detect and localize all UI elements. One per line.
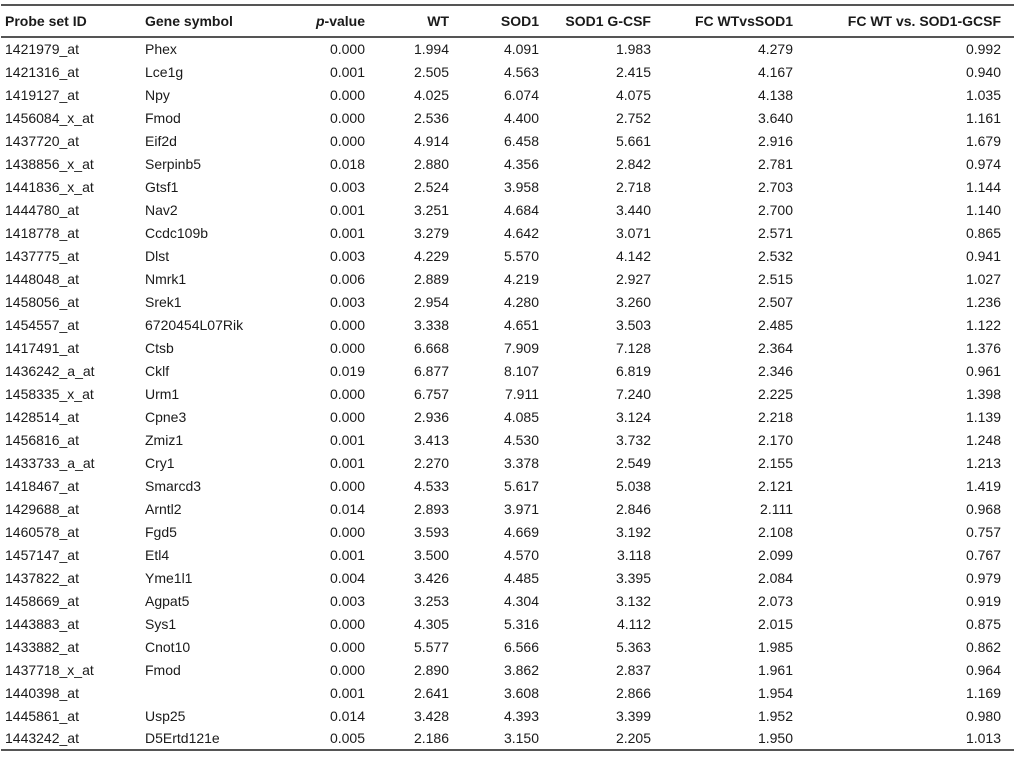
fc-wt-vs-sod1-gcsf-cell: 1.248 (965, 431, 1001, 448)
fc-wt-vs-sod1-gcsf-cell: 1.236 (965, 293, 1001, 310)
fc-wt-vs-sod1-cell: 2.364 (757, 339, 793, 356)
sod1-cell: 5.570 (503, 247, 539, 264)
table-row (1, 290, 1014, 313)
sod1-cell: 6.458 (503, 132, 539, 149)
gene-symbol-cell: Smarcd3 (145, 477, 202, 494)
fc-wt-vs-sod1-cell: 2.099 (757, 546, 793, 563)
table-row (1, 221, 1014, 244)
table-row (1, 474, 1014, 497)
probe-set-id-cell: 1418467_at (5, 477, 79, 494)
table-row (1, 359, 1014, 382)
p-value-cell: 0.000 (329, 316, 365, 333)
gene-symbol-cell: Ccdc109b (145, 224, 209, 241)
p-value-cell: 0.000 (329, 385, 365, 402)
gene-symbol-cell: Dlst (145, 247, 170, 264)
fc-wt-vs-sod1-cell: 1.952 (757, 707, 793, 724)
sod1-cell: 5.316 (503, 615, 539, 632)
wt-cell: 2.536 (413, 109, 449, 126)
gene-symbol-cell: Arntl2 (145, 500, 182, 517)
table-body (1, 37, 1014, 750)
header-fc-wt-vs-sod1-gcsf: FC WT vs. SOD1-GCSF (793, 5, 1014, 37)
wt-cell: 3.500 (413, 546, 449, 563)
fc-wt-vs-sod1-gcsf-cell: 0.862 (965, 638, 1001, 655)
table-row (1, 244, 1014, 267)
fc-wt-vs-sod1-cell: 2.170 (757, 431, 793, 448)
fc-wt-vs-sod1-gcsf-cell: 1.161 (965, 109, 1001, 126)
p-value-cell: 0.001 (329, 431, 365, 448)
fc-wt-vs-sod1-gcsf-cell: 0.757 (965, 523, 1001, 540)
probe-set-id-cell: 1428514_at (5, 408, 79, 425)
sod1-cell: 5.617 (503, 477, 539, 494)
p-value-cell: 0.004 (329, 569, 365, 586)
sod1-gcsf-cell: 3.260 (615, 293, 651, 310)
p-value-cell: 0.003 (329, 247, 365, 264)
p-value-cell: 0.000 (329, 109, 365, 126)
fc-wt-vs-sod1-cell: 4.167 (757, 63, 793, 80)
wt-cell: 3.279 (413, 224, 449, 241)
fc-wt-vs-sod1-gcsf-cell: 0.964 (965, 661, 1001, 678)
gene-symbol-cell: Ctsb (145, 339, 174, 356)
wt-cell: 4.025 (413, 86, 449, 103)
probe-set-id-cell: 1417491_at (5, 339, 79, 356)
probe-set-id-cell: 1436242_a_at (5, 362, 95, 379)
table-row (1, 382, 1014, 405)
sod1-gcsf-cell: 3.399 (615, 707, 651, 724)
sod1-cell: 4.570 (503, 546, 539, 563)
p-value-cell: 0.000 (329, 638, 365, 655)
wt-cell: 1.994 (413, 41, 449, 57)
wt-cell: 3.338 (413, 316, 449, 333)
p-value-cell: 0.000 (329, 477, 365, 494)
wt-cell: 2.889 (413, 270, 449, 287)
gene-symbol-cell: Fmod (145, 661, 181, 678)
wt-cell: 3.593 (413, 523, 449, 540)
fc-wt-vs-sod1-gcsf-cell: 0.941 (965, 247, 1001, 264)
fc-wt-vs-sod1-cell: 2.515 (757, 270, 793, 287)
fc-wt-vs-sod1-gcsf-cell: 0.940 (965, 63, 1001, 80)
probe-set-id-cell: 1456816_at (5, 431, 79, 448)
fc-wt-vs-sod1-gcsf-cell: 1.139 (965, 408, 1001, 425)
sod1-cell: 4.642 (503, 224, 539, 241)
fc-wt-vs-sod1-gcsf-cell: 1.027 (965, 270, 1001, 287)
sod1-cell: 4.563 (503, 63, 539, 80)
fc-wt-vs-sod1-cell: 2.121 (757, 477, 793, 494)
gene-symbol-cell: Usp25 (145, 707, 186, 724)
sod1-gcsf-cell: 3.132 (615, 592, 651, 609)
table-row (1, 497, 1014, 520)
wt-cell: 4.229 (413, 247, 449, 264)
gene-symbol-cell: Lce1g (145, 63, 184, 80)
sod1-gcsf-cell: 3.732 (615, 431, 651, 448)
sod1-cell: 4.085 (503, 408, 539, 425)
sod1-gcsf-cell: 3.124 (615, 408, 651, 425)
sod1-cell: 3.150 (449, 727, 539, 750)
p-value-cell: 0.014 (329, 500, 365, 517)
table-row (1, 428, 1014, 451)
probe-set-id-cell: 1458335_x_at (5, 385, 94, 402)
fc-wt-vs-sod1-cell: 2.507 (757, 293, 793, 310)
table-row (1, 704, 1014, 727)
fc-wt-vs-sod1-cell: 2.073 (757, 592, 793, 609)
fc-wt-vs-sod1-cell: 2.703 (757, 178, 793, 195)
gene-symbol-cell: Cklf (145, 362, 170, 379)
table-row (1, 589, 1014, 612)
sod1-gcsf-cell: 7.240 (615, 385, 651, 402)
wt-cell: 2.890 (413, 661, 449, 678)
table-row (1, 336, 1014, 359)
wt-cell: 4.305 (413, 615, 449, 632)
gene-symbol-cell: Eif2d (145, 132, 177, 149)
fc-wt-vs-sod1-cell: 1.950 (651, 727, 793, 750)
probe-set-id-cell: 1440398_at (5, 684, 79, 701)
table-row (1, 152, 1014, 175)
wt-cell: 3.253 (413, 592, 449, 609)
probe-set-id-cell: 1433733_a_at (5, 454, 95, 471)
table-row (1, 198, 1014, 221)
fc-wt-vs-sod1-cell: 2.155 (757, 454, 793, 471)
table-row (1, 727, 1014, 750)
sod1-gcsf-cell: 2.752 (615, 109, 651, 126)
fc-wt-vs-sod1-gcsf-cell: 0.992 (965, 41, 1001, 57)
fc-wt-vs-sod1-gcsf-cell: 0.980 (965, 707, 1001, 724)
sod1-cell: 4.393 (503, 707, 539, 724)
p-value-cell: 0.001 (329, 546, 365, 563)
wt-cell: 2.936 (413, 408, 449, 425)
header-p-value (285, 5, 365, 37)
fc-wt-vs-sod1-cell: 2.218 (757, 408, 793, 425)
probe-set-id-cell: 1454557_at (5, 316, 79, 333)
sod1-gcsf-cell: 1.983 (615, 41, 651, 57)
gene-symbol-cell: D5Ertd121e (141, 727, 285, 750)
wt-cell: 2.270 (413, 454, 449, 471)
p-value-cell: 0.014 (329, 707, 365, 724)
sod1-cell: 4.651 (503, 316, 539, 333)
probe-set-id-cell: 1429688_at (5, 500, 79, 517)
gene-symbol-cell: Fmod (145, 109, 181, 126)
fc-wt-vs-sod1-cell: 1.985 (757, 638, 793, 655)
wt-cell: 6.668 (413, 339, 449, 356)
sod1-gcsf-cell: 4.112 (617, 615, 651, 632)
p-value-cell: 0.000 (329, 661, 365, 678)
p-value-cell: 0.000 (329, 86, 365, 103)
fc-wt-vs-sod1-gcsf-cell: 1.419 (965, 477, 1001, 494)
wt-cell: 2.186 (365, 727, 449, 750)
probe-set-id-cell: 1444780_at (5, 201, 79, 218)
fc-wt-vs-sod1-gcsf-cell: 1.122 (965, 316, 1001, 333)
gene-symbol-cell: Serpinb5 (145, 155, 202, 172)
probe-set-id-cell: 1421316_at (5, 63, 79, 80)
sod1-cell: 3.862 (503, 661, 539, 678)
fc-wt-vs-sod1-gcsf-cell: 1.013 (793, 727, 1014, 750)
sod1-gcsf-cell: 3.118 (617, 546, 651, 563)
sod1-gcsf-cell: 3.395 (615, 569, 651, 586)
sod1-gcsf-cell: 5.661 (615, 132, 651, 149)
fc-wt-vs-sod1-gcsf-cell: 0.961 (965, 362, 1001, 379)
p-value-cell: 0.000 (329, 523, 365, 540)
table-row (1, 267, 1014, 290)
sod1-gcsf-cell: 4.075 (615, 86, 651, 103)
fc-wt-vs-sod1-gcsf-cell: 1.035 (965, 86, 1001, 103)
fc-wt-vs-sod1-cell: 3.640 (757, 109, 793, 126)
sod1-cell: 3.971 (503, 500, 539, 517)
header-p-suffix: -value (324, 13, 365, 29)
wt-cell: 5.577 (413, 638, 449, 655)
sod1-gcsf-cell: 2.837 (615, 661, 651, 678)
sod1-cell: 4.400 (503, 109, 539, 126)
fc-wt-vs-sod1-gcsf-cell: 1.679 (965, 132, 1001, 149)
p-value-cell: 0.000 (329, 132, 365, 149)
gene-symbol-cell: Agpat5 (145, 592, 190, 609)
gene-symbol-cell: Phex (145, 41, 177, 57)
p-value-cell: 0.001 (329, 224, 365, 241)
fc-wt-vs-sod1-gcsf-cell: 0.968 (965, 500, 1001, 517)
sod1-cell: 3.958 (503, 178, 539, 195)
probe-set-id-cell: 1457147_at (5, 546, 79, 563)
sod1-gcsf-cell: 3.071 (615, 224, 651, 241)
sod1-gcsf-cell: 2.549 (615, 454, 651, 471)
p-value-cell: 0.001 (329, 201, 365, 218)
sod1-cell: 4.091 (503, 41, 539, 57)
p-value-cell: 0.001 (329, 63, 365, 80)
table-row (1, 37, 1014, 60)
sod1-gcsf-cell: 2.842 (615, 155, 651, 172)
wt-cell: 6.757 (413, 385, 449, 402)
sod1-gcsf-cell: 2.718 (615, 178, 651, 195)
table-row (1, 612, 1014, 635)
sod1-gcsf-cell: 6.819 (615, 362, 651, 379)
wt-cell: 2.893 (413, 500, 449, 517)
table-row (1, 175, 1014, 198)
gene-symbol-cell: Sys1 (145, 615, 177, 632)
sod1-gcsf-cell: 3.192 (615, 523, 651, 540)
fc-wt-vs-sod1-gcsf-cell: 0.974 (965, 155, 1001, 172)
p-value-cell: 0.001 (329, 454, 365, 471)
fc-wt-vs-sod1-cell: 2.781 (757, 155, 793, 172)
gene-symbol-cell (141, 681, 285, 704)
table-row (1, 129, 1014, 152)
sod1-gcsf-cell: 3.503 (615, 316, 651, 333)
gene-symbol-cell: Nmrk1 (145, 270, 187, 287)
sod1-gcsf-cell: 5.363 (615, 638, 651, 655)
sod1-cell: 4.485 (503, 569, 539, 586)
gene-symbol-cell: Zmiz1 (145, 431, 184, 448)
p-value-cell: 0.000 (329, 615, 365, 632)
header-sod1-gcsf: SOD1 G-CSF (539, 5, 651, 37)
probe-set-id-cell: 1456084_x_at (5, 109, 94, 126)
wt-cell: 2.880 (413, 155, 449, 172)
sod1-cell: 3.378 (503, 454, 539, 471)
gene-symbol-cell: Yme1l1 (145, 569, 193, 586)
gene-symbol-cell: Urm1 (145, 385, 180, 402)
fc-wt-vs-sod1-cell: 1.954 (757, 684, 793, 701)
gene-expression-table (1, 4, 1014, 751)
probe-set-id-cell: 1421979_at (5, 41, 79, 57)
p-value-cell: 0.000 (329, 339, 365, 356)
wt-cell: 4.914 (413, 132, 449, 149)
wt-cell: 2.641 (413, 684, 449, 701)
probe-set-id-cell: 1418778_at (5, 224, 79, 241)
sod1-cell: 4.530 (503, 431, 539, 448)
table-row (1, 60, 1014, 83)
gene-symbol-cell: Gtsf1 (145, 178, 179, 195)
fc-wt-vs-sod1-cell: 2.916 (757, 132, 793, 149)
sod1-gcsf-cell: 2.415 (615, 63, 651, 80)
p-value-cell: 0.000 (329, 41, 365, 57)
fc-wt-vs-sod1-cell: 2.346 (757, 362, 793, 379)
sod1-cell: 4.304 (503, 592, 539, 609)
fc-wt-vs-sod1-cell: 2.485 (757, 316, 793, 333)
probe-set-id-cell: 1460578_at (5, 523, 79, 540)
gene-symbol-cell: 6720454L07Rik (145, 316, 244, 333)
sod1-gcsf-cell: 2.205 (539, 727, 651, 750)
fc-wt-vs-sod1-gcsf-cell: 1.213 (965, 454, 1001, 471)
probe-set-id-cell: 1443883_at (5, 615, 79, 632)
fc-wt-vs-sod1-gcsf-cell: 0.875 (965, 615, 1001, 632)
probe-set-id-cell: 1448048_at (5, 270, 79, 287)
fc-wt-vs-sod1-cell: 2.015 (757, 615, 793, 632)
sod1-cell: 8.107 (503, 362, 539, 379)
p-value-cell: 0.006 (329, 270, 365, 287)
probe-set-id-cell: 1433882_at (5, 638, 79, 655)
wt-cell: 3.251 (413, 201, 449, 218)
wt-cell: 2.505 (413, 63, 449, 80)
fc-wt-vs-sod1-cell: 2.700 (757, 201, 793, 218)
header-row (1, 5, 1014, 37)
sod1-cell: 4.219 (503, 270, 539, 287)
sod1-gcsf-cell: 2.846 (615, 500, 651, 517)
gene-symbol-cell: Fgd5 (145, 523, 177, 540)
gene-symbol-cell: Cpne3 (145, 408, 187, 425)
fc-wt-vs-sod1-cell: 2.571 (757, 224, 793, 241)
probe-set-id-cell: 1419127_at (5, 86, 79, 103)
fc-wt-vs-sod1-cell: 4.138 (757, 86, 793, 103)
wt-cell: 2.524 (413, 178, 449, 195)
probe-set-id-cell: 1438856_x_at (5, 155, 94, 172)
table-header (1, 5, 1014, 37)
gene-symbol-cell: Npy (145, 86, 170, 103)
fc-wt-vs-sod1-cell: 2.225 (757, 385, 793, 402)
table-row (1, 106, 1014, 129)
table-row (1, 451, 1014, 474)
fc-wt-vs-sod1-cell: 2.532 (757, 247, 793, 264)
probe-set-id-cell: 1458056_at (5, 293, 79, 310)
sod1-cell: 7.909 (503, 339, 539, 356)
sod1-gcsf-cell: 3.440 (615, 201, 651, 218)
wt-cell: 6.877 (413, 362, 449, 379)
gene-symbol-cell: Cnot10 (145, 638, 191, 655)
gene-symbol-cell: Cry1 (145, 454, 175, 471)
table-row (1, 566, 1014, 589)
fc-wt-vs-sod1-cell: 4.279 (757, 41, 793, 57)
wt-cell: 3.413 (413, 431, 449, 448)
probe-set-id-cell: 1437822_at (5, 569, 79, 586)
table-row (1, 658, 1014, 681)
fc-wt-vs-sod1-gcsf-cell: 0.767 (965, 546, 1001, 563)
p-value-cell: 0.003 (329, 592, 365, 609)
fc-wt-vs-sod1-cell: 1.961 (757, 661, 793, 678)
fc-wt-vs-sod1-gcsf-cell: 0.979 (965, 569, 1001, 586)
fc-wt-vs-sod1-cell: 2.108 (757, 523, 793, 540)
fc-wt-vs-sod1-gcsf-cell: 1.398 (965, 385, 1001, 402)
sod1-gcsf-cell: 5.038 (615, 477, 651, 494)
fc-wt-vs-sod1-gcsf-cell: 0.919 (965, 592, 1001, 609)
probe-set-id-cell: 1441836_x_at (5, 178, 94, 195)
header-sod1: SOD1 (449, 5, 539, 37)
gene-symbol-cell: Etl4 (145, 546, 170, 563)
sod1-gcsf-cell: 4.142 (615, 247, 651, 264)
p-value-cell: 0.003 (329, 293, 365, 310)
sod1-cell: 4.356 (503, 155, 539, 172)
table-row (1, 681, 1014, 704)
fc-wt-vs-sod1-cell: 2.084 (757, 569, 793, 586)
table-row (1, 83, 1014, 106)
sod1-cell: 6.074 (503, 86, 539, 103)
header-wt: WT (365, 5, 449, 37)
sod1-cell: 7.911 (505, 385, 539, 402)
fc-wt-vs-sod1-gcsf-cell: 1.376 (965, 339, 1001, 356)
header-gene-symbol: Gene symbol (141, 5, 285, 37)
sod1-gcsf-cell: 7.128 (615, 339, 651, 356)
probe-set-id-cell: 1443242_at (1, 727, 141, 750)
header-fc-wt-vs-sod1: FC WTvsSOD1 (651, 5, 793, 37)
sod1-cell: 6.566 (503, 638, 539, 655)
sod1-cell: 4.684 (503, 201, 539, 218)
probe-set-id-cell: 1437775_at (5, 247, 79, 264)
p-value-cell: 0.005 (285, 727, 365, 750)
table-row (1, 405, 1014, 428)
probe-set-id-cell: 1458669_at (5, 592, 79, 609)
probe-set-id-cell: 1437720_at (5, 132, 79, 149)
table-row (1, 635, 1014, 658)
gene-symbol-cell: Srek1 (145, 293, 182, 310)
sod1-gcsf-cell: 2.866 (615, 684, 651, 701)
probe-set-id-cell: 1437718_x_at (5, 661, 94, 678)
p-value-cell: 0.019 (329, 362, 365, 379)
p-value-cell: 0.001 (329, 684, 365, 701)
sod1-gcsf-cell: 2.927 (615, 270, 651, 287)
table-row (1, 313, 1014, 336)
fc-wt-vs-sod1-gcsf-cell: 1.144 (965, 178, 1001, 195)
sod1-cell: 3.608 (503, 684, 539, 701)
fc-wt-vs-sod1-gcsf-cell: 1.169 (965, 684, 1001, 701)
sod1-cell: 4.280 (503, 293, 539, 310)
header-probe-set-id: Probe set ID (1, 5, 141, 37)
wt-cell: 3.428 (413, 707, 449, 724)
wt-cell: 4.533 (413, 477, 449, 494)
fc-wt-vs-sod1-gcsf-cell: 0.865 (965, 224, 1001, 241)
fc-wt-vs-sod1-gcsf-cell: 1.140 (965, 201, 1001, 218)
gene-symbol-cell: Nav2 (145, 201, 178, 218)
probe-set-id-cell: 1445861_at (5, 707, 79, 724)
wt-cell: 2.954 (413, 293, 449, 310)
wt-cell: 3.426 (413, 569, 449, 586)
p-value-cell: 0.018 (329, 155, 365, 172)
table-row (1, 543, 1014, 566)
p-value-cell: 0.003 (329, 178, 365, 195)
header-p-italic: p (315, 13, 325, 29)
p-value-cell: 0.000 (329, 408, 365, 425)
fc-wt-vs-sod1-cell: 2.111 (760, 500, 793, 517)
sod1-cell: 4.669 (503, 523, 539, 540)
table-row (1, 520, 1014, 543)
